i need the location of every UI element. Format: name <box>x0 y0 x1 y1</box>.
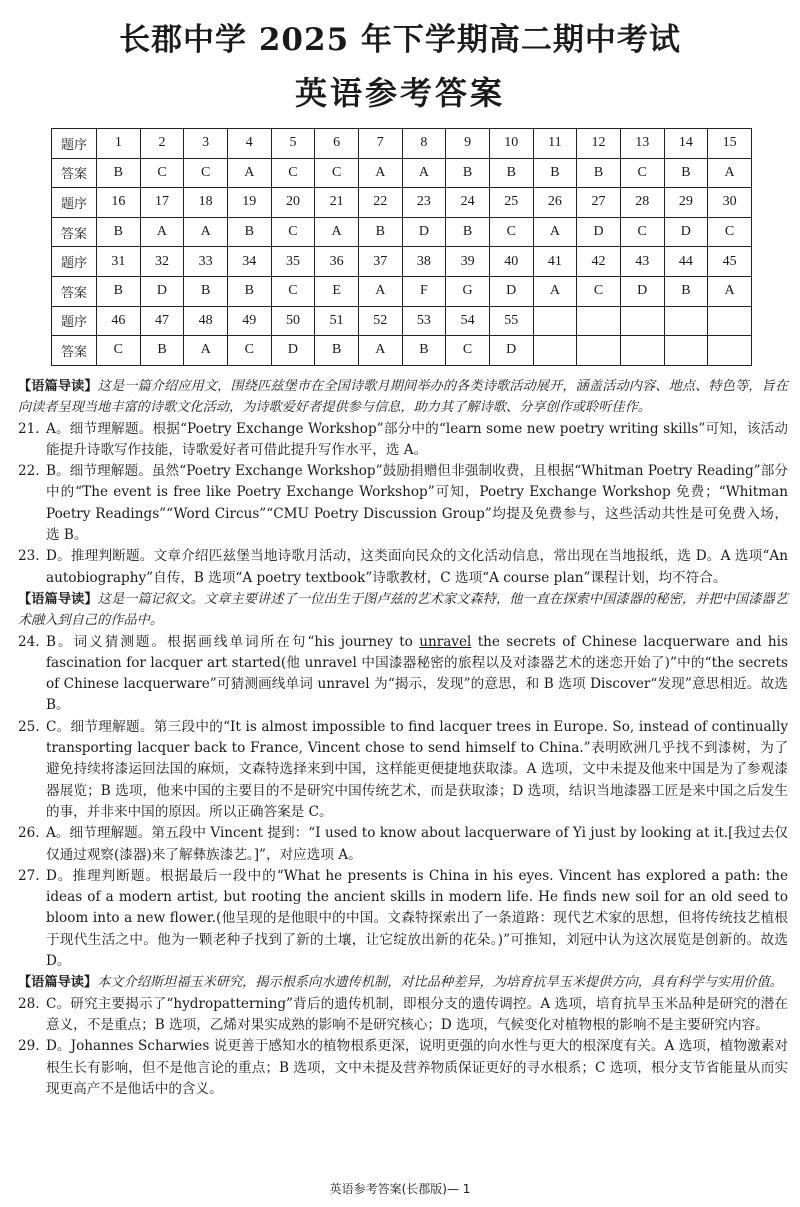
question-number: 27. <box>18 867 40 884</box>
question-number-cell: 54 <box>446 306 490 336</box>
answer-row <box>52 158 752 188</box>
passage-intro <box>18 376 788 419</box>
answer-cell: D <box>140 276 184 306</box>
row-header-cell: 题序 <box>52 129 97 159</box>
question-number-cell: 5 <box>271 129 315 159</box>
answer-cell: B <box>664 158 708 188</box>
answer-cell: C <box>271 217 315 247</box>
answer-item <box>18 1036 788 1100</box>
question-number-cell: 43 <box>620 247 664 277</box>
answer-item <box>18 823 788 866</box>
question-number-cell: 23 <box>402 188 446 218</box>
question-number-cell: 7 <box>358 129 402 159</box>
answer-explanations <box>18 376 788 1100</box>
answer-cell: B <box>533 158 577 188</box>
answer-cell: C <box>489 217 533 247</box>
intro-tag: 【语篇导读】 <box>18 975 98 991</box>
question-number-cell: 46 <box>97 306 141 336</box>
question-number: 28. <box>18 995 40 1012</box>
question-number: 26. <box>18 825 40 842</box>
answer-cell: C <box>271 158 315 188</box>
question-number-cell: 38 <box>402 247 446 277</box>
answer-cell: D <box>402 217 446 247</box>
answer-cell: C <box>97 336 141 366</box>
question-number-cell: 31 <box>97 247 141 277</box>
question-number-cell: 9 <box>446 129 490 159</box>
answer-cell: D <box>577 217 621 247</box>
question-number-cell: 26 <box>533 188 577 218</box>
row-header-cell: 题序 <box>52 188 97 218</box>
answer-cell: C <box>184 158 228 188</box>
question-number-cell <box>664 306 708 336</box>
answer-cell: B <box>315 336 359 366</box>
question-number-cell: 15 <box>708 129 752 159</box>
question-number-cell: 52 <box>358 306 402 336</box>
question-number-cell: 44 <box>664 247 708 277</box>
answer-cell: C <box>708 217 752 247</box>
answer-cell <box>620 336 664 366</box>
question-number-cell: 48 <box>184 306 228 336</box>
question-number-cell: 10 <box>489 129 533 159</box>
question-number-cell: 4 <box>227 129 271 159</box>
passage-intro <box>18 972 788 993</box>
answer-cell: A <box>533 217 577 247</box>
explanation-text: D。推理判断题。文章介绍匹兹堡当地诗歌月活动，这类面向民众的文化活动信息，常出现在当地报纸，选 D。A 选项“An autobiography”自传，B 选项“A poetry textbook”诗歌教材，C 选项“A course plan”课程计划，均不符合。 <box>46 548 788 586</box>
answer-cell: A <box>358 336 402 366</box>
answer-cell: B <box>97 217 141 247</box>
answer-cell: A <box>358 158 402 188</box>
answer-cell: C <box>577 276 621 306</box>
answer-table <box>51 128 752 366</box>
answer-item <box>18 461 788 546</box>
answer-cell: G <box>446 276 490 306</box>
answer-cell: B <box>402 336 446 366</box>
question-number-cell: 47 <box>140 306 184 336</box>
question-number-row <box>52 247 752 277</box>
intro-text: 这是一篇记叙文。文章主要讲述了一位出生于图卢兹的艺术家文森特，他一直在探索中国漆器的秘密，并把中国漆器艺术融入到自己的作品中。 <box>18 591 789 629</box>
question-number-cell: 51 <box>315 306 359 336</box>
row-header-cell: 题序 <box>52 247 97 277</box>
answer-cell: B <box>227 217 271 247</box>
question-number-cell: 50 <box>271 306 315 336</box>
answer-cell: C <box>620 217 664 247</box>
question-number-row <box>52 129 752 159</box>
question-number-cell: 41 <box>533 247 577 277</box>
answer-cell: B <box>446 158 490 188</box>
answer-item <box>18 546 788 589</box>
answer-cell: B <box>140 336 184 366</box>
answer-cell: B <box>227 276 271 306</box>
question-number: 24. <box>18 633 40 650</box>
question-number-cell <box>577 306 621 336</box>
answer-cell: D <box>489 336 533 366</box>
answer-cell: F <box>402 276 446 306</box>
answer-cell: A <box>708 276 752 306</box>
answer-cell: A <box>533 276 577 306</box>
answer-cell: A <box>708 158 752 188</box>
answer-cell: D <box>271 336 315 366</box>
question-number-row <box>52 188 752 218</box>
question-number-cell: 53 <box>402 306 446 336</box>
question-number-cell: 22 <box>358 188 402 218</box>
answer-cell: C <box>227 336 271 366</box>
answer-cell: A <box>184 336 228 366</box>
row-header-cell: 题序 <box>52 306 97 336</box>
question-number-cell: 16 <box>97 188 141 218</box>
question-number-cell: 37 <box>358 247 402 277</box>
question-number-cell: 8 <box>402 129 446 159</box>
answer-row <box>52 276 752 306</box>
answer-cell: A <box>227 158 271 188</box>
page-footer: 英语参考答案(长郡版)— 1 <box>329 1182 471 1196</box>
question-number: 29. <box>18 1038 40 1055</box>
question-number: 22. <box>18 463 40 480</box>
answer-cell: D <box>664 217 708 247</box>
row-header-cell: 答案 <box>52 336 97 366</box>
question-number-cell: 3 <box>184 129 228 159</box>
answer-cell: B <box>97 276 141 306</box>
question-number-cell: 32 <box>140 247 184 277</box>
answer-cell: D <box>489 276 533 306</box>
row-header-cell: 答案 <box>52 217 97 247</box>
answer-cell: A <box>315 217 359 247</box>
question-number-cell: 14 <box>664 129 708 159</box>
answer-cell: A <box>402 158 446 188</box>
question-number-cell: 24 <box>446 188 490 218</box>
answer-cell: C <box>271 276 315 306</box>
question-number-cell: 27 <box>577 188 621 218</box>
answer-item <box>18 632 788 717</box>
answer-cell: E <box>315 276 359 306</box>
question-number-cell: 13 <box>620 129 664 159</box>
explanation-text: B。词义猜测题。根据画线单词所在句“his journey to <box>46 633 420 650</box>
answer-cell: B <box>664 276 708 306</box>
underlined-word: unravel <box>419 633 472 650</box>
intro-tag: 【语篇导读】 <box>18 591 98 607</box>
answer-cell: A <box>358 276 402 306</box>
answer-item <box>18 866 788 972</box>
answer-cell: C <box>620 158 664 188</box>
answer-cell: C <box>446 336 490 366</box>
row-header-cell: 答案 <box>52 158 97 188</box>
answer-cell: D <box>620 276 664 306</box>
explanation-text: A。细节理解题。根据“Poetry Exchange Workshop”部分中的“learn some new poetry writing skills”可知，该活动能提升诗歌写作技能，诗歌爱好者可借此提升写作水平，选 A。 <box>46 420 788 458</box>
answer-cell: C <box>140 158 184 188</box>
answer-cell: B <box>97 158 141 188</box>
question-number-cell: 2 <box>140 129 184 159</box>
answer-cell <box>577 336 621 366</box>
explanation-text: C。研究主要揭示了“hydropatterning”背后的遗传机制，即根分支的遗传调控。A 选项，培育抗旱玉米品种是研究的潜在意义，不是重点；B 选项，乙烯对果实成熟的影响不是研究核心；D 选项，气候变化对植物根的影响不是主要研究内容。 <box>46 995 788 1033</box>
question-number-cell: 36 <box>315 247 359 277</box>
answer-cell: A <box>184 217 228 247</box>
page-subtitle: 英语参考答案 <box>294 74 505 112</box>
question-number-cell: 21 <box>315 188 359 218</box>
explanation-text: the secrets of Chinese lacquerware and his fascination for lacquer art started(他 unravel 中国漆器秘密的旅程以及对漆器艺术的迷恋开始了)”中的“the secrets of Chinese lacquerware”可猜测画线单词 unravel 为“揭示，发现”的意思，和 B 选项 Discover“发现”意思相近。故选 B。 <box>46 633 789 714</box>
question-number-cell: 11 <box>533 129 577 159</box>
question-number-cell: 40 <box>489 247 533 277</box>
question-number-cell: 6 <box>315 129 359 159</box>
question-number-cell: 45 <box>708 247 752 277</box>
answer-item <box>18 994 788 1037</box>
answer-row <box>52 336 752 366</box>
answer-cell: A <box>140 217 184 247</box>
answer-cell: B <box>358 217 402 247</box>
question-number-cell: 25 <box>489 188 533 218</box>
question-number-cell <box>620 306 664 336</box>
answer-cell: B <box>446 217 490 247</box>
question-number: 23. <box>18 548 40 565</box>
question-number-cell: 33 <box>184 247 228 277</box>
question-number-row <box>52 306 752 336</box>
answer-cell <box>533 336 577 366</box>
explanation-text: C。细节理解题。第三段中的“It is almost impossible to find lacquer trees in Europe. So, instead of continually transporting lacquer back to France, Vincent chose to send himself to China.”表明欧洲几乎找不到漆树，为了避免持续将漆运回法国的麻烦，文森特选择来到中国，这样能更便捷地获取漆。A 选项，文中未提及他来中国是为了参观漆器展览；B 选项，他来中国的主要目的不是研究中国传统艺术，而是获取漆；D 选项，结识当地漆器工匠是来中国之后发生的事，并非来中国的原因。所以正确答案是 C。 <box>46 718 788 820</box>
question-number-cell: 18 <box>184 188 228 218</box>
question-number: 21. <box>18 420 40 437</box>
question-number-cell <box>708 306 752 336</box>
question-number-cell: 1 <box>97 129 141 159</box>
question-number-cell: 49 <box>227 306 271 336</box>
question-number-cell: 19 <box>227 188 271 218</box>
intro-tag: 【语篇导读】 <box>18 379 98 394</box>
question-number: 25. <box>18 718 40 735</box>
question-number-cell: 39 <box>446 247 490 277</box>
answer-cell: B <box>489 158 533 188</box>
answer-cell: C <box>315 158 359 188</box>
question-number-cell: 35 <box>271 247 315 277</box>
answer-row <box>52 217 752 247</box>
question-number-cell: 29 <box>664 188 708 218</box>
question-number-cell: 42 <box>577 247 621 277</box>
explanation-text: A。细节理解题。第五段中 Vincent 提到：“I used to know about lacquerware of Yi just by looking at it.[我过去仅仅通过观察(漆器)来了解彝族漆艺。]”，对应选项 A。 <box>46 825 788 863</box>
row-header-cell: 答案 <box>52 276 97 306</box>
answer-item <box>18 717 788 823</box>
explanation-text: B。细节理解题。虽然“Poetry Exchange Workshop”鼓励捐赠但非强制收费，且根据“Whitman Poetry Reading”部分中的“The event is free like Poetry Exchange Workshop”可知，Poetry Exchange Workshop 免费；“Whitman Poetry Readings”“Word Circus”“CMU Poetry Discussion Group”均提及免费参与，这些活动共性是可免费入场，选 B。 <box>46 463 788 544</box>
page-title: 长郡中学 2025 年下学期高二期中考试 <box>119 22 681 58</box>
question-number-cell: 34 <box>227 247 271 277</box>
explanation-text: D。Johannes Scharwies 说更善于感知水的植物根系更深，说明更强的向水性与更大的根深度有关。A 选项，植物激素对根生长有影响，但不是他言论的重点；B 选项，文中未提及营养物质保证更好的寻水根系；C 选项，根分支节省能量从而实现更高产不是他话中的含义。 <box>46 1038 788 1097</box>
question-number-cell: 12 <box>577 129 621 159</box>
question-number-cell: 20 <box>271 188 315 218</box>
intro-text: 本文介绍斯坦福玉米研究，揭示根系向水遗传机制，对比品种差异，为培育抗旱玉米提供方向，具有科学与实用价值。 <box>97 975 783 991</box>
question-number-cell: 28 <box>620 188 664 218</box>
answer-cell: B <box>577 158 621 188</box>
answer-cell <box>664 336 708 366</box>
question-number-cell <box>533 306 577 336</box>
question-number-cell: 30 <box>708 188 752 218</box>
explanation-text: D。推理判断题。根据最后一段中的“What he presents is China in his eyes. Vincent has explored a path: the ideas of a modern artist, but rooting the ancient skills in modern life. He finds new soil for an old seed to bloom into a new flower.(他呈现的是他眼中的中国。文森特探索出了一条道路：现代艺术家的思想，但将传统技艺植根于现代生活之中。他为一颗老种子找到了新的土壤，让它绽放出新的花朵。)”可推知，刘冠中认为这次展览是创新的。故选 D。 <box>46 867 788 970</box>
answer-cell: B <box>184 276 228 306</box>
answer-cell <box>708 336 752 366</box>
question-number-cell: 17 <box>140 188 184 218</box>
intro-text: 这是一篇介绍应用文，围绕匹兹堡市在全国诗歌月期间举办的各类诗歌活动展开，涵盖活动内容、地点、特色等，旨在向读者呈现当地丰富的诗歌文化活动，为诗歌爱好者提供参与信息，助力其了解诗歌、分享创作或聆听佳作。 <box>18 379 789 416</box>
passage-intro <box>18 589 788 632</box>
question-number-cell: 55 <box>489 306 533 336</box>
answer-item <box>18 419 788 462</box>
